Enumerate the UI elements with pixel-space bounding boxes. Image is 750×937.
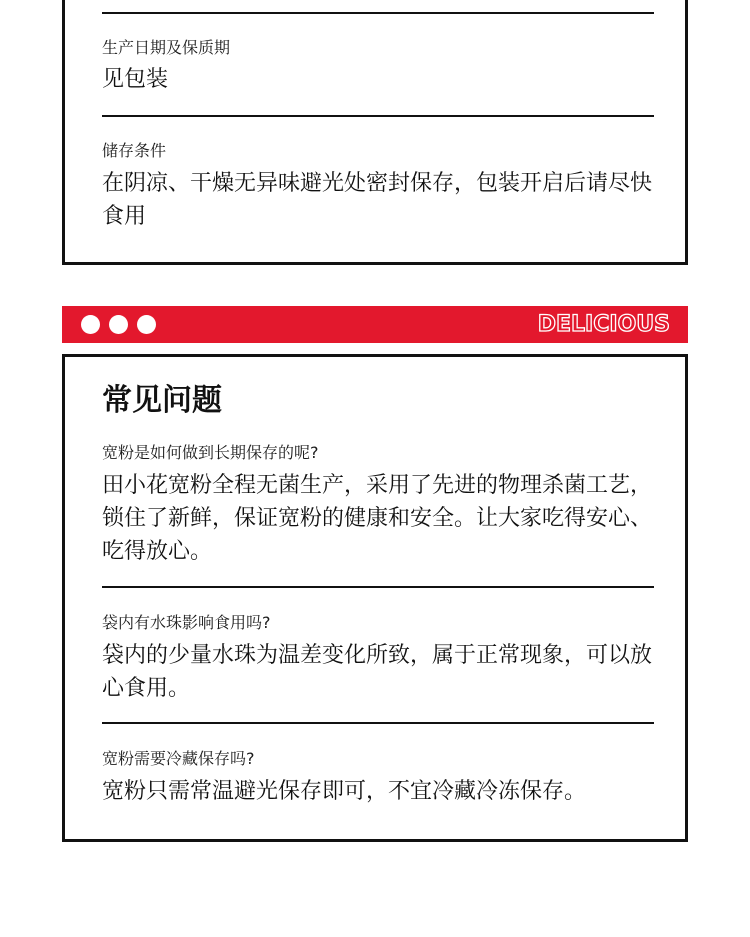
red-banner — [62, 306, 688, 343]
faq-question: 宽粉需要冷藏保存吗? — [102, 749, 255, 768]
faq-question: 袋内有水珠影响食用吗? — [102, 613, 271, 632]
shelf-life-label: 生产日期及保质期 — [102, 38, 231, 57]
dot-icon — [137, 315, 156, 334]
divider — [102, 722, 654, 724]
faq-answer: 袋内的少量水珠为温差变化所致，属于正常现象，可以放心食用。 — [102, 643, 653, 701]
dot-icon — [81, 315, 100, 334]
product-info-card — [62, 0, 688, 265]
divider — [102, 12, 654, 14]
divider — [102, 586, 654, 588]
storage-value: 在阴凉、干燥无异味避光处密封保存，包装开启后请尽快食用 — [102, 171, 653, 229]
faq-answer: 宽粉只需常温避光保存即可，不宜冷藏冷冻保存。 — [102, 779, 587, 804]
dot-icon — [109, 315, 128, 334]
storage-label: 储存条件 — [102, 141, 167, 160]
faq-question: 宽粉是如何做到长期保存的呢? — [102, 443, 319, 462]
faq-answer: 田小花宽粉全程无菌生产，采用了先进的物理杀菌工艺，锁住了新鲜，保证宽粉的健康和安全。让大家吃得安心、吃得放心。 — [102, 473, 653, 564]
faq-card — [62, 354, 688, 842]
faq-title: 常见问题 — [102, 383, 222, 418]
divider — [102, 115, 654, 117]
shelf-life-value: 见包装 — [102, 67, 169, 92]
brand-text: DELICIOUS — [537, 312, 670, 337]
